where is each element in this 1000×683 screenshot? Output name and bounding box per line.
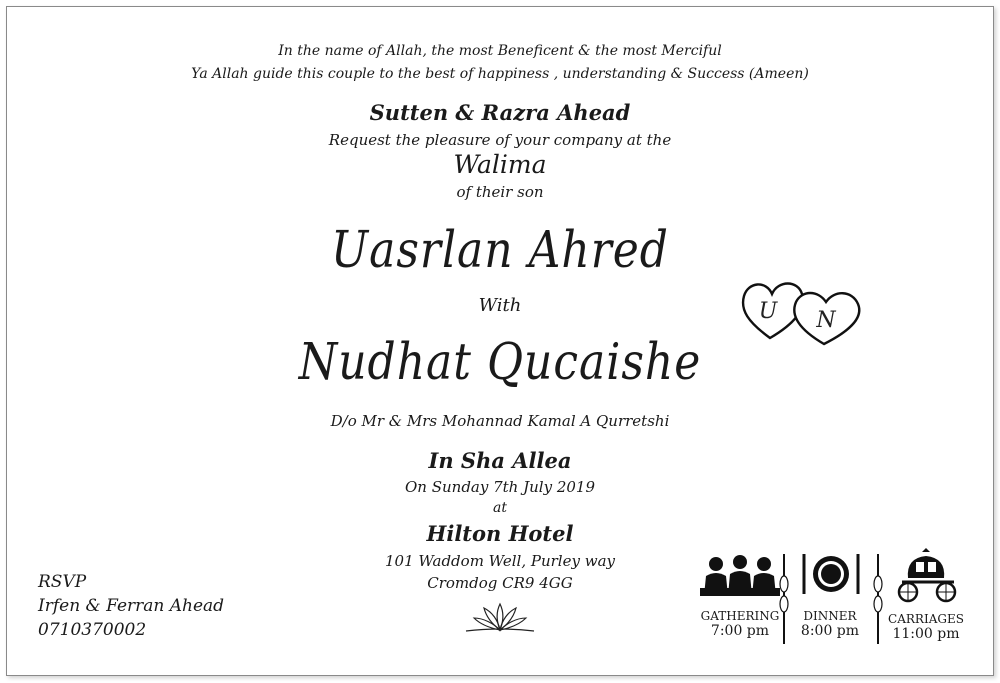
schedule-time-dinner: 8:00 pm (800, 623, 860, 639)
with-label: With (478, 295, 522, 316)
rsvp-phone: 0710370002 (38, 620, 147, 640)
venue-name: Hilton Hotel (426, 521, 574, 546)
hosts-names: Sutten & Razra Ahead (369, 100, 631, 125)
plate-icon (800, 552, 862, 596)
schedule-label-dinner: DINNER (803, 609, 857, 623)
bride-name: Nudhat Qucaishe (298, 333, 702, 392)
blessing-line-2: Ya Allah guide this couple to the best of happiness , understanding & Success (Ameen) (191, 66, 809, 82)
schedule-label-gathering: GATHERING (700, 609, 780, 623)
floral-ornament-icon (460, 600, 540, 634)
carriage-icon (892, 548, 964, 604)
schedule-time-carriages: 11:00 pm (892, 626, 960, 642)
in-sha-allah: In Sha Allea (428, 448, 572, 473)
bride-parents: D/o Mr & Mrs Mohannad Kamal A Qurretshi (330, 412, 670, 430)
event-date: On Sunday 7th July 2019 (405, 478, 595, 496)
heart-monogram-icon (738, 272, 870, 352)
of-their-son: of their son (456, 183, 544, 201)
blessing-line-1: In the name of Allah, the most Beneficent & the most Merciful (278, 43, 722, 59)
monogram-left: U (758, 299, 778, 324)
groom-name: Uasrlan Ahred (331, 221, 669, 280)
people-icon (700, 552, 780, 602)
schedule-label-carriages: CARRIAGES (888, 612, 964, 626)
at-label: at (493, 500, 507, 516)
event-name: Walima (453, 150, 547, 179)
rsvp-title: RSVP (38, 572, 87, 592)
address-line-1: 101 Waddom Well, Purley way (385, 552, 615, 570)
monogram-right: N (816, 308, 836, 333)
schedule-time-gathering: 7:00 pm (710, 623, 770, 639)
rsvp-names: Irfen & Ferran Ahead (38, 596, 225, 616)
address-line-2: Cromdog CR9 4GG (427, 574, 573, 592)
request-line: Request the pleasure of your company at the (328, 131, 672, 149)
